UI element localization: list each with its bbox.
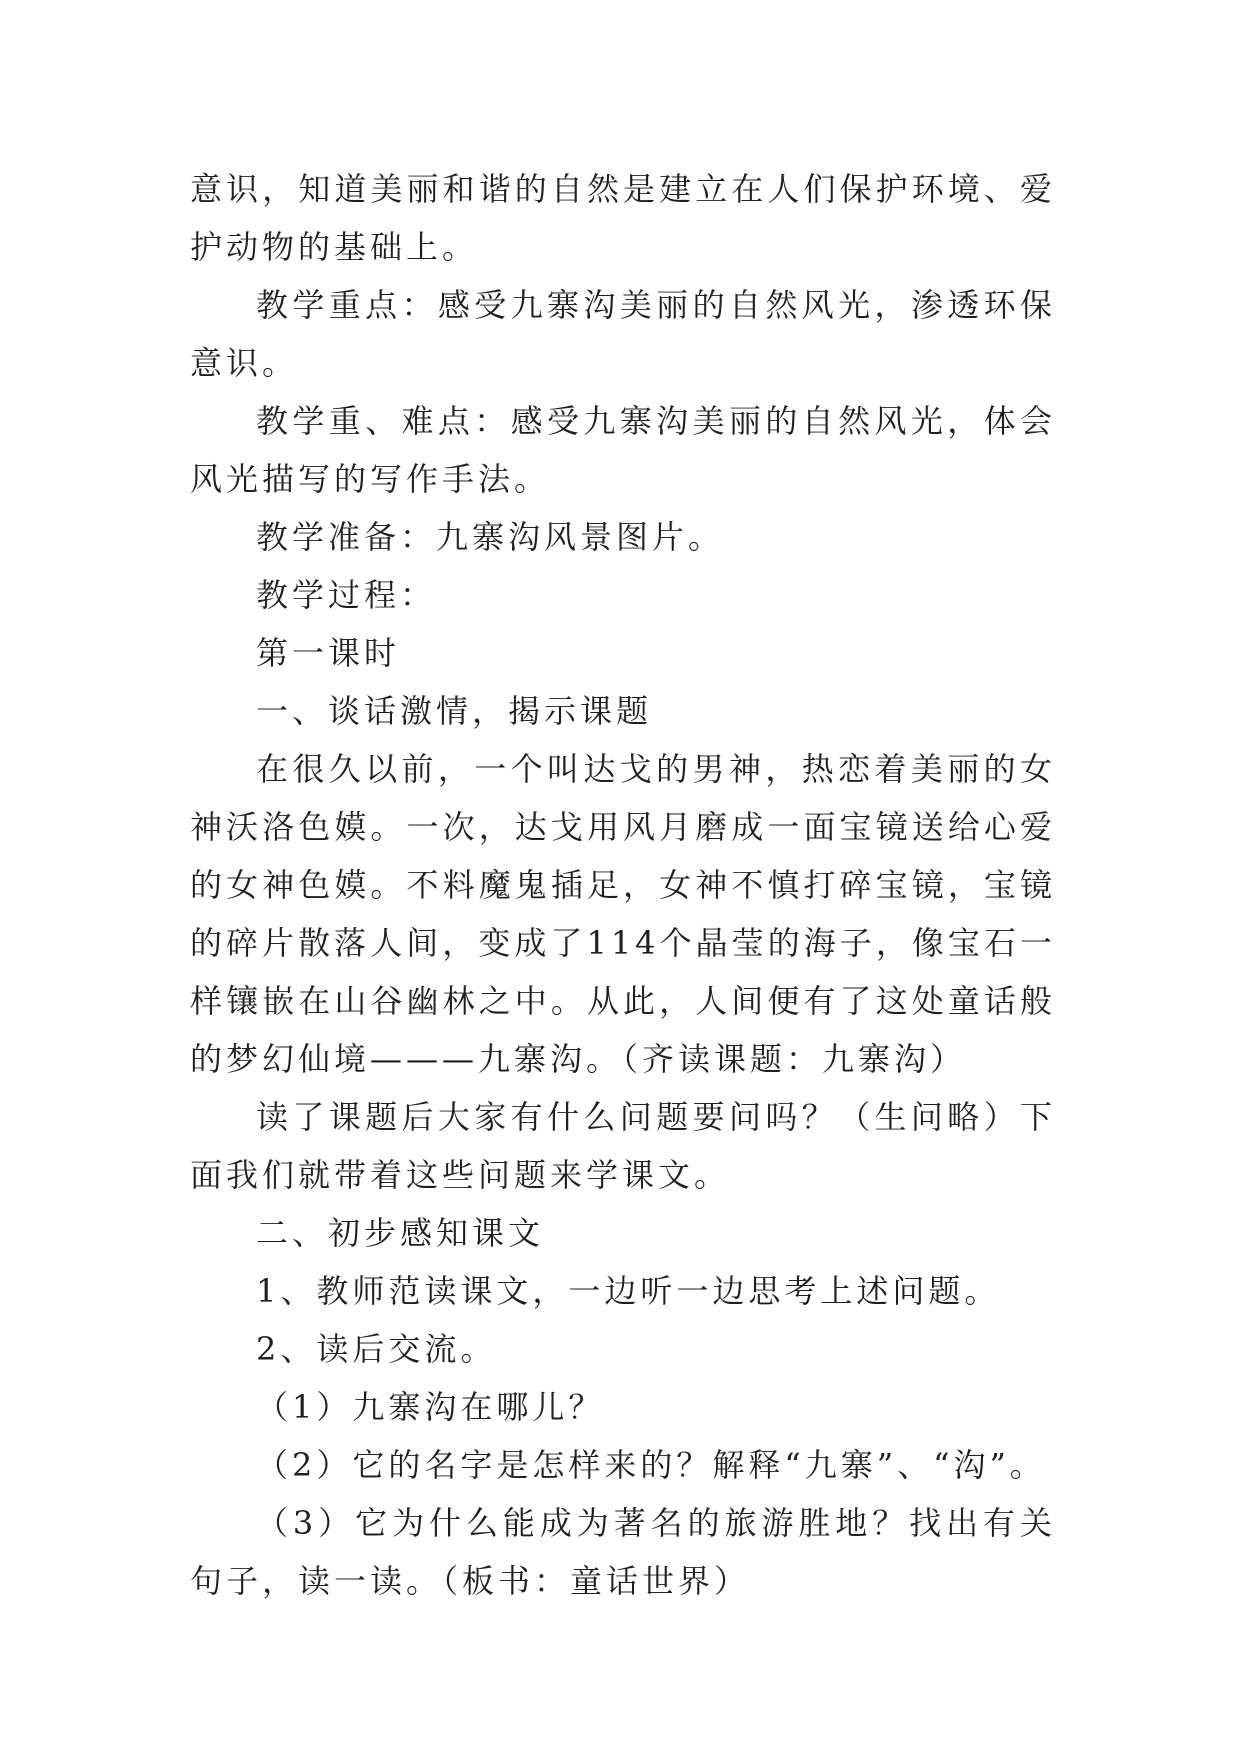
list-item-1: 1、教师范读课文，一边听一边思考上述问题。 <box>256 1272 1001 1310</box>
paragraph-legend-story: 在很久以前，一个叫达戈的男神，热恋着美丽的女神沃洛色嫫。一次，达戈用风月磨成一面宝镜送给心爱的女神色嫫。不料魔鬼插足，女神不慎打碎宝镜，宝镜的碎片散落人间，变成了114个晶莹的海子，像宝石一样镶嵌在山谷幽林之中。从此，人间便有了这处童话般的梦幻仙境———九寨沟。（齐读课题：九寨沟） <box>190 750 1056 1078</box>
paragraph-teaching-focus: 教学重点：感受九寨沟美丽的自然风光，渗透环保意识。 <box>190 286 1056 382</box>
paragraph-teaching-process: 教学过程： <box>256 576 437 614</box>
paragraph-teaching-difficulty: 教学重、难点：感受九寨沟美丽的自然风光，体会风光描写的写作手法。 <box>190 402 1056 498</box>
paragraph-intro-continuation: 意识，知道美丽和谐的自然是建立在人们保护环境、爱护动物的基础上。 <box>190 170 1056 266</box>
sub-question-2: （2）它的名字是怎样来的？解释“九寨”、“沟”。 <box>256 1446 1046 1484</box>
heading-section-one: 一、谈话激情，揭示课题 <box>256 692 653 730</box>
sub-question-3: （3）它为什么能成为著名的旅游胜地？找出有关句子，读一读。（板书：童话世界） <box>190 1504 1056 1600</box>
list-item-2: 2、读后交流。 <box>256 1330 497 1368</box>
paragraph-teaching-preparation: 教学准备：九寨沟风景图片。 <box>256 518 725 556</box>
heading-first-lesson: 第一课时 <box>256 634 401 672</box>
document-page <box>190 160 1056 1610</box>
paragraph-questions: 读了课题后大家有什么问题要问吗？（生问略）下面我们就带着这些问题来学课文。 <box>190 1098 1056 1194</box>
sub-question-1: （1）九寨沟在哪儿？ <box>256 1388 605 1426</box>
heading-section-two: 二、初步感知课文 <box>256 1214 545 1252</box>
